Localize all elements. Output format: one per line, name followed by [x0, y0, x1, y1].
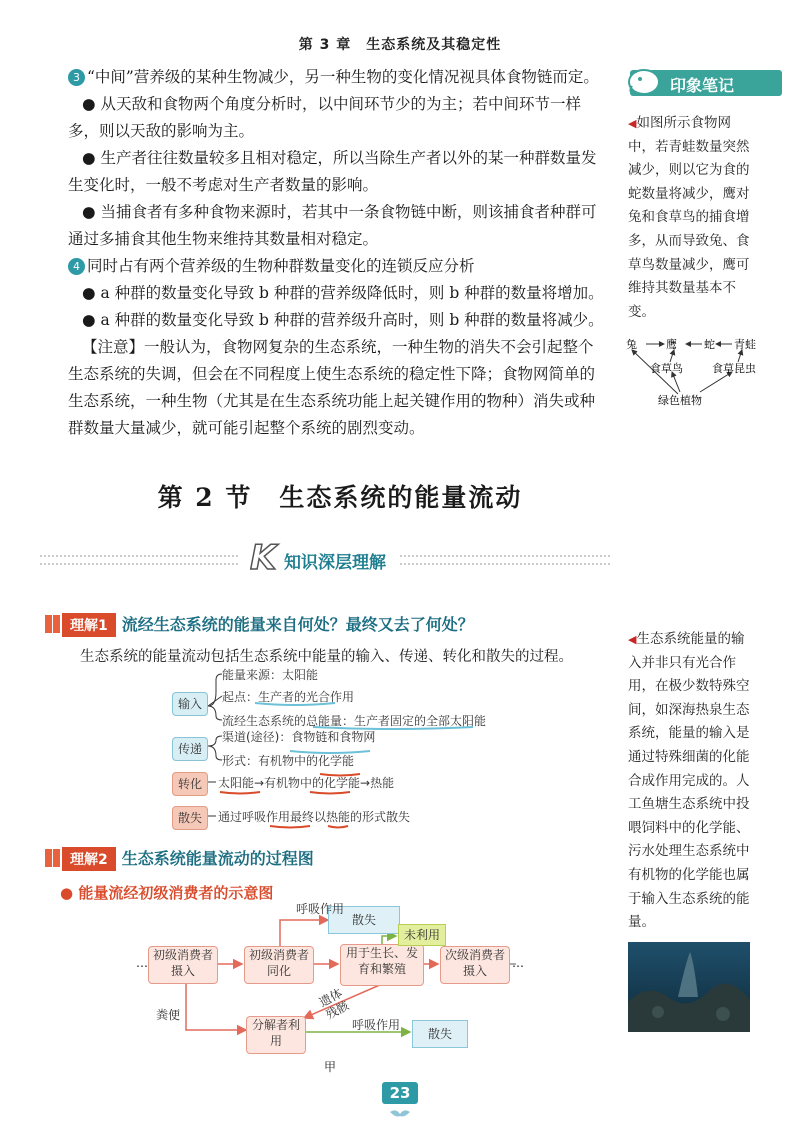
convert-box: 转化 — [172, 772, 208, 796]
bullet-3: ● 当捕食者有多种食物来源时，若其中一条食物链中断，则该捕食者种群可通过多捕食其他生物来维持其数量相对稳定。 — [68, 203, 597, 248]
triangle-icon: ◀ — [628, 633, 637, 646]
understanding-2-heading — [44, 846, 314, 872]
figure-caption: 甲 — [324, 1060, 337, 1074]
bullet-5: ● a 种群的数量变化导致 b 种群的营养级升高时，则 b 种群的数量将减少。 — [82, 311, 604, 329]
food-web-bird: 食草鸟 — [650, 362, 683, 375]
box-loss-1: 散失 — [328, 906, 400, 934]
understanding-2-tag: 理解2 — [62, 847, 116, 871]
understanding-1-intro: 生态系统的能量流动包括生态系统中能量的输入、传递、转化和散失的过程。 — [80, 649, 573, 665]
point-3: 3 “中间”营养级的某种生物减少，另一种生物的变化情况视具体食物链而定。 — [68, 64, 608, 91]
side-note-1: ◀如图所示食物网中，若青蛙数量突然减少，则以它为食的蛇数量将减少，鹰对兔和食草鸟的捕食增多，从而导致兔、食草鸟数量减少，鹰可维持其数量基本不变。 — [628, 115, 750, 320]
banner-label: 知识深层理解 — [284, 553, 386, 573]
knowledge-banner — [40, 540, 610, 580]
number-badge: 4 — [68, 258, 85, 275]
food-web-insect: 食草昆虫 — [712, 362, 756, 375]
box-decomposer: 分解者利用 — [246, 1016, 306, 1054]
box-loss-2: 散失 — [412, 1020, 468, 1048]
book-icon — [44, 847, 62, 869]
understanding-1-heading — [44, 612, 474, 638]
book-icon — [44, 613, 62, 635]
input-box: 输入 — [172, 692, 208, 716]
box-assimilate: 初级消费者同化 — [244, 946, 314, 984]
label-respiration-2: 呼吸作用 — [352, 1018, 401, 1032]
note-paragraph: 【注意】一般认为，食物网复杂的生态系统，一种生物的消失不会引起整个生态系统的失调，但会在不同程度上使生态系统的稳定性下降；食物网简单的生态系统，一种生物（尤其是在生态系统功能上起关键作用的物种）消失或种群数量大量减少，就可能引起整个系统的剧烈变动。 — [68, 338, 596, 437]
convert-text: 太阳能→有机物中的化学能→热能 — [218, 776, 395, 790]
ellipsis-left: … — [136, 956, 148, 970]
input-total: 流经生态系统的总能量：生产者固定的全部太阳能 — [222, 714, 487, 728]
k-letter-icon: K — [250, 538, 277, 578]
food-web-rabbit: 兔 — [626, 338, 637, 351]
sub-heading: ● 能量流经初级消费者的示意图 — [60, 884, 274, 902]
food-web-eagle: 鹰 — [666, 338, 677, 351]
food-web-plant: 绿色植物 — [658, 394, 702, 407]
box-next-consumer: 次级消费者摄入 — [440, 946, 510, 984]
understanding-2-title: 生态系统能量流动的过程图 — [121, 849, 314, 868]
bullet-2: ● 生产者往往数量较多且相对稳定，所以当除生产者以外的某一种群数量发生变化时，一般不考虑对生产者数量的影响。 — [68, 149, 597, 194]
label-feces: 粪便 — [156, 1008, 181, 1022]
triangle-icon: ◀ — [628, 117, 637, 130]
input-start: 起点：生产者的光合作用 — [222, 690, 355, 704]
point-4: 4 同时占有两个营养级的生物种群数量变化的连锁反应分析 — [68, 253, 608, 280]
bullet-1: ● 从天敌和食物两个角度分析时，以中间环节少的为主；若中间环节一样多，则以天敌的影响为主。 — [68, 95, 581, 140]
food-web-diagram — [620, 332, 780, 408]
transfer-form: 形式：有机物中的化学能 — [222, 754, 355, 768]
note-badge — [622, 64, 782, 98]
box-growth: 用于生长、发育和繁殖 — [340, 944, 424, 986]
ellipsis-right: … — [512, 956, 524, 970]
leaf-icon: ● — [60, 884, 74, 902]
dissipate-text: 通过呼吸作用最终以热能的形式散失 — [218, 810, 411, 824]
label-remains: 遗体残骸 — [316, 985, 352, 1022]
box-unused: 未利用 — [398, 924, 446, 946]
chapter-header: 第 3 章 生态系统及其稳定性 — [298, 37, 502, 53]
transfer-box: 传递 — [172, 737, 208, 761]
food-web-snake: 蛇 — [704, 338, 715, 351]
box-ingest: 初级消费者摄入 — [148, 946, 218, 984]
bird-icon — [388, 1106, 412, 1120]
deep-sea-photo — [628, 942, 750, 1032]
page-number: 23 — [382, 1082, 418, 1104]
understanding-1-tag: 理解1 — [62, 613, 116, 637]
main-text — [68, 64, 608, 442]
side-note-2: ◀生态系统能量的输入并非只有光合作用，在极少数特殊空间，如深海热泉生态系统，能量的输入是通过特殊细菌的化能合成作用完成的。人工鱼塘生态系统中投喂饲料中的化学能、污水处理生态系统中有机物的化学能也属于输入生态系统的能量。 — [628, 631, 750, 931]
label-respiration-1: 呼吸作用 — [296, 902, 345, 916]
note-badge-label: 印象笔记 — [670, 76, 735, 95]
food-web-frog: 青蛙 — [734, 338, 756, 351]
input-source: 能量来源：太阳能 — [222, 668, 319, 682]
section-title: 第 2 节 生态系统的能量流动 — [157, 483, 523, 512]
understanding-1-title: 流经生态系统的能量来自何处？最终又去了何处？ — [121, 615, 474, 634]
bullet-4: ● a 种群的数量变化导致 b 种群的营养级降低时，则 b 种群的数量将增加。 — [82, 284, 604, 302]
dissipate-box: 散失 — [172, 806, 208, 830]
transfer-channel: 渠道(途径)：食物链和食物网 — [222, 730, 376, 744]
number-badge: 3 — [68, 69, 85, 86]
